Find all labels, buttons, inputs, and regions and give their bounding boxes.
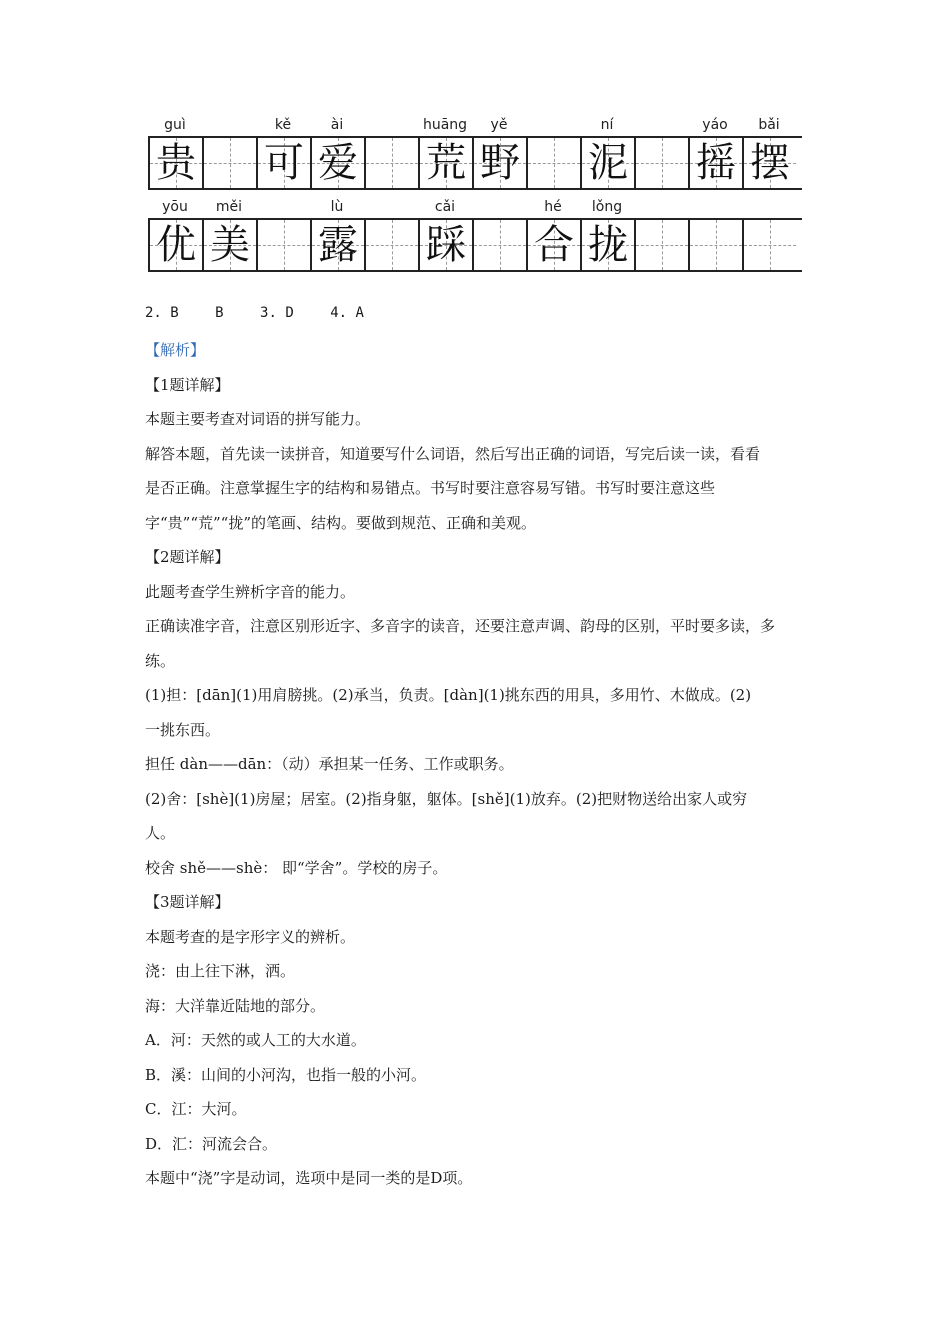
hanzi bbox=[366, 138, 418, 188]
tianzige-cell bbox=[364, 138, 418, 188]
hanzi: 摆 bbox=[750, 140, 790, 186]
pinyin: yáo bbox=[702, 117, 728, 133]
pinyin: lǒng bbox=[591, 199, 623, 215]
pinyin: ài bbox=[330, 117, 344, 133]
grid-row-1 bbox=[148, 114, 802, 192]
pinyin: yě bbox=[490, 117, 508, 133]
hanzi bbox=[366, 220, 418, 270]
tianzige-cell bbox=[526, 138, 580, 188]
pinyin: měi bbox=[215, 199, 243, 215]
pinyin: hé bbox=[544, 199, 562, 215]
hanzi bbox=[474, 220, 526, 270]
hanzi: 可 bbox=[264, 140, 304, 186]
tianzige-cell bbox=[472, 220, 526, 270]
tianzige-cell bbox=[148, 220, 202, 270]
tianzige-cell bbox=[634, 220, 688, 270]
text-line: 是否正确。注意掌握生字的结构和易错点。书写时要注意容易写错。书写时要注意这些 bbox=[145, 479, 716, 497]
pinyin: cǎi bbox=[434, 199, 456, 215]
tianzige-cell bbox=[742, 138, 796, 188]
pinyin: lù bbox=[330, 199, 344, 215]
tianzige-cell bbox=[742, 220, 796, 270]
hanzi: 贵 bbox=[156, 140, 196, 186]
tianzige-cell bbox=[418, 220, 472, 270]
hanzi bbox=[744, 220, 796, 270]
tianzige-cells bbox=[148, 218, 802, 272]
answer: 2. B bbox=[145, 305, 179, 321]
pinyin-line bbox=[148, 196, 802, 218]
answer: B bbox=[215, 305, 224, 321]
hanzi: 踩 bbox=[426, 222, 466, 268]
pinyin: guì bbox=[164, 117, 186, 133]
text-line: 解答本题，首先读一读拼音，知道要写什么词语，然后写出正确的词语，写完后读一读，看看 bbox=[145, 444, 761, 463]
text-line: 本题中“浇”字是动词，选项中是同一类的是D项。 bbox=[145, 1169, 473, 1187]
text-line: 一挑东西。 bbox=[145, 720, 221, 739]
hanzi: 荒 bbox=[426, 140, 466, 186]
hanzi: 摇 bbox=[696, 140, 736, 186]
analysis-label: 【解析】 bbox=[145, 341, 206, 359]
tianzige-cell bbox=[256, 138, 310, 188]
tianzige-cell bbox=[202, 220, 256, 270]
text-line: D．汇：河流会合。 bbox=[145, 1134, 278, 1153]
answer-line bbox=[145, 305, 392, 321]
tianzige-cell bbox=[310, 220, 364, 270]
tianzige-cell bbox=[364, 220, 418, 270]
text-line: C．江：大河。 bbox=[145, 1100, 247, 1118]
text-line: (1)担：[dān](1)用肩膀挑。(2)承当，负责。[dàn](1)挑东西的用具，多用竹、木做成。(2) bbox=[145, 686, 752, 704]
text-line: 【2题详解】 bbox=[145, 548, 230, 566]
text-line: 担任 dàn——dān：（动）承担某一任务、工作或职务。 bbox=[145, 755, 514, 773]
hanzi: 野 bbox=[480, 140, 520, 186]
text-line: 练。 bbox=[145, 651, 176, 670]
text-line: A．河：天然的或人工的大水道。 bbox=[145, 1031, 366, 1049]
hanzi: 爱 bbox=[318, 140, 358, 186]
tianzige-cell bbox=[688, 138, 742, 188]
hanzi: 露 bbox=[318, 222, 358, 268]
tianzige-cell bbox=[256, 220, 310, 270]
pinyin: yōu bbox=[162, 199, 188, 215]
pinyin: bǎi bbox=[758, 117, 780, 133]
hanzi: 拢 bbox=[588, 222, 628, 268]
pinyin: ní bbox=[600, 117, 614, 133]
text-line: 海：大洋靠近陆地的部分。 bbox=[145, 996, 326, 1015]
text-line: 浇：由上往下淋，洒。 bbox=[145, 962, 296, 980]
pinyin: kě bbox=[274, 117, 292, 133]
text-line: 此题考查学生辨析字音的能力。 bbox=[145, 582, 356, 601]
pinyin-writing-grid bbox=[148, 114, 802, 278]
tianzige-cell bbox=[310, 138, 364, 188]
hanzi bbox=[528, 138, 580, 188]
text-line: (2)舍：[shè](1)房屋；居室。(2)指身躯，躯体。[shě](1)放弃。(2)把财物送给出家人或穷 bbox=[145, 789, 748, 808]
text-line: 正确读准字音，注意区别形近字、多音字的读音，还要注意声调、韵母的区别，平时要多读，多 bbox=[145, 617, 776, 635]
grid-row-2 bbox=[148, 196, 802, 274]
tianzige-cell bbox=[148, 138, 202, 188]
pinyin-line bbox=[148, 114, 802, 136]
hanzi: 泥 bbox=[588, 140, 628, 186]
tianzige-cells bbox=[148, 136, 802, 190]
hanzi bbox=[204, 138, 256, 188]
hanzi bbox=[636, 220, 688, 270]
analysis-body bbox=[145, 333, 810, 1196]
hanzi bbox=[636, 138, 688, 188]
tianzige-cell bbox=[418, 138, 472, 188]
answer: 3. D bbox=[260, 305, 294, 321]
tianzige-cell bbox=[526, 220, 580, 270]
text-line: 本题考查的是字形字义的辨析。 bbox=[145, 927, 356, 946]
text-line: B．溪：山间的小河沟，也指一般的小河。 bbox=[145, 1065, 427, 1084]
hanzi: 优 bbox=[156, 222, 196, 268]
hanzi bbox=[690, 220, 742, 270]
tianzige-cell bbox=[580, 220, 634, 270]
hanzi: 合 bbox=[534, 222, 574, 268]
text-line: 校舍 shě——shè： 即“学舍”。学校的房子。 bbox=[145, 858, 448, 877]
hanzi bbox=[258, 220, 310, 270]
text-line: 【1题详解】 bbox=[145, 375, 230, 394]
text-line: 【3题详解】 bbox=[145, 893, 230, 911]
tianzige-cell bbox=[580, 138, 634, 188]
tianzige-cell bbox=[688, 220, 742, 270]
text-line: 字“贵”“荒”“拢”的笔画、结构。要做到规范、正确和美观。 bbox=[145, 513, 537, 532]
tianzige-cell bbox=[472, 138, 526, 188]
text-line: 人。 bbox=[145, 824, 176, 842]
tianzige-cell bbox=[634, 138, 688, 188]
hanzi: 美 bbox=[210, 222, 250, 268]
tianzige-cell bbox=[202, 138, 256, 188]
text-line: 本题主要考查对词语的拼写能力。 bbox=[145, 410, 371, 428]
pinyin: huāng bbox=[422, 117, 468, 133]
answer: 4. A bbox=[330, 305, 364, 321]
